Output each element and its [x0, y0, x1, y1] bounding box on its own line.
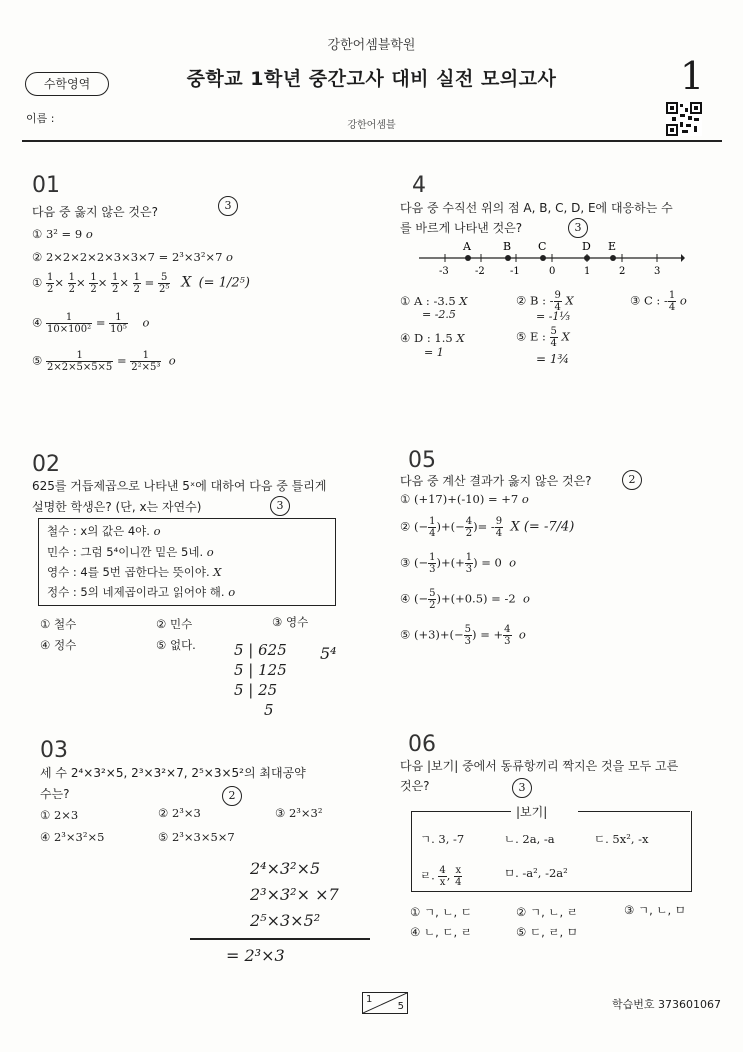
q1-note3: (= 1/2⁵) [198, 275, 250, 291]
q2-text1: 625를 거듭제곱으로 나타낸 5ˣ에 대하여 다음 중 틀리게 [32, 479, 327, 493]
q2-option: ⑤ 없다. [156, 638, 196, 652]
q3-option: ④ 2³×3²×5 [40, 830, 105, 844]
q2-statement: 민수 : 그럼 5⁴이니깐 밑은 5네. [47, 545, 204, 559]
academy-small: 강한어셈블 [347, 120, 396, 131]
q5-text: 다음 중 계산 결과가 옳지 않은 것은? [400, 474, 592, 488]
serial-number: 학습번호 373601067 [612, 998, 721, 1011]
q6-option: ② ㄱ, ㄴ, ㄹ [516, 905, 578, 919]
q6-option: ① ㄱ, ㄴ, ㄷ [410, 905, 472, 919]
q2-answer-mark: 3 [270, 496, 290, 516]
q4-work2: = -1⅓ [536, 310, 571, 323]
q3-answer-mark: 2 [222, 786, 242, 806]
page-title: 중학교 1학년 중간고사 대비 실전 모의고사 [186, 68, 557, 90]
q4-number-line [415, 238, 685, 278]
q1-answer-mark: 3 [218, 196, 238, 216]
q4-point-label: B [503, 240, 512, 253]
q4-tick-label: 3 [654, 266, 661, 277]
q4-tick-label: 2 [619, 266, 626, 277]
q4-work4: = 1 [424, 346, 444, 359]
q4-opt3: ③ C : - [630, 293, 668, 308]
q4-tick-label: -3 [439, 266, 449, 277]
q2-statement: 영수 : 4를 5번 곱한다는 뜻이야. [47, 565, 210, 579]
q6-example-box: ㄱ. 3, -7 ㄴ. 2a, -a ㄷ. 5x², -x ㄹ. $\frac{4}{x}$ , $\frac{x}{4}$ ㅁ. -a², -2a² [411, 811, 692, 892]
q6-box-title: |보기| [516, 805, 548, 819]
q3-option: ① 2×3 [40, 808, 79, 822]
q4-text2: 를 바르게 나타낸 것은? [400, 221, 523, 235]
q1-number: 01 [32, 173, 60, 198]
q4-tick-label: 0 [549, 266, 556, 277]
q3-option: ② 2³×3 [158, 806, 201, 820]
q6-answer-mark: 3 [512, 778, 532, 798]
q2-option: ① 철수 [40, 617, 77, 631]
q2-statement-box: 철수 : x의 값은 4야. o 민수 : 그럼 5⁴이니깐 밑은 5네. o 영수 : 4를 5번 곱한다는 뜻이야. X 정수 : 5의 네제곱이라고 읽어야 해. o [38, 518, 336, 606]
q4-tick-label: -2 [475, 266, 485, 277]
q2-statement: 철수 : x의 값은 4야. [47, 524, 150, 538]
current-page: 1 [366, 994, 373, 1005]
q2-option: ④ 정수 [40, 638, 77, 652]
q4-opt1: ① A : -3.5 [400, 294, 456, 308]
q4-opt2: ② B : - [516, 293, 554, 308]
q6-option: ③ ㄱ, ㄴ, ㅁ [624, 903, 686, 917]
page-number: 1 [680, 54, 705, 98]
q2-option: ③ 영수 [272, 615, 309, 629]
page-indicator [362, 992, 408, 1014]
q5-opt2-prefix: ② [400, 519, 411, 534]
q4-opt4: ④ D : 1.5 [400, 331, 453, 345]
q4-tick-label: 1 [584, 266, 591, 277]
q5-opt1: ① (+17)+(-10) = +7 [400, 492, 519, 506]
q4-opt5: ⑤ E : [516, 329, 546, 344]
q4-answer-mark: 3 [568, 218, 588, 238]
q6-item: ㄷ. 5x², -x [594, 832, 649, 846]
q3-work: 2⁴×3²×5 2³×3²× ×7 2⁵×3×5² [250, 859, 339, 930]
q1-mark2: o [226, 250, 233, 264]
q6-text2: 것은? [400, 779, 430, 793]
q4-point-label: D [582, 240, 591, 253]
q6-item: ㅁ. -a², -2a² [504, 866, 568, 880]
q1-text: 다음 중 옳지 않은 것은? [32, 205, 158, 219]
q4-point-label: E [608, 240, 617, 253]
q6-item: ㄴ. 2a, -a [504, 832, 555, 846]
q5-answer-mark: 2 [622, 470, 642, 490]
q4-work1: = -2.5 [422, 308, 456, 321]
q6-option: ④ ㄴ, ㄷ, ㄹ [410, 925, 472, 939]
q3-work-rule [190, 938, 370, 940]
q6-item: ㄱ. 3, -7 [420, 832, 465, 846]
q3-text2: 수는? [40, 787, 70, 801]
subject-badge: 수학영역 [25, 72, 109, 96]
q5-number: 05 [408, 448, 436, 473]
q6-item: ㄹ. [420, 868, 435, 883]
q1-mark1: o [85, 227, 93, 241]
q5-opt3-prefix: ③ [400, 555, 411, 570]
q6-option: ⑤ ㄷ, ㄹ, ㅁ [516, 925, 578, 939]
q2-work-note: 5⁴ [320, 644, 337, 663]
q1-opt5-prefix: ⑤ [32, 353, 43, 368]
q2-work: 5 | 625 5 | 125 5 | 25 5 [234, 641, 287, 719]
q1-opt2: ② 2×2×2×2×3×3×7 = 2³×3²×7 [32, 250, 223, 264]
q2-statement: 정수 : 5의 네제곱이라고 읽어야 해. [47, 585, 225, 599]
q1-opt1: ① 3² = 9 [32, 227, 83, 241]
q4-point-label: A [463, 240, 471, 253]
q1-opt3-prefix: ① [32, 275, 43, 290]
q4-point-label: C [538, 240, 547, 253]
q1-opt4-prefix: ④ [32, 315, 43, 330]
q1-mark3: X [181, 274, 192, 291]
q3-option: ⑤ 2³×3×5×7 [158, 830, 235, 844]
q4-number: 4 [412, 173, 426, 198]
academy-name: 강한어셈블학원 [327, 38, 416, 53]
q3-option: ③ 2³×3² [275, 806, 323, 820]
q2-option: ② 민수 [156, 617, 193, 631]
q4-text1: 다음 중 수직선 위의 점 A, B, C, D, E에 대응하는 수 [400, 201, 673, 215]
q4-tick-label: -1 [510, 266, 520, 277]
q6-number: 06 [408, 732, 436, 757]
q1-mark4: o [142, 315, 150, 330]
name-label: 이름 : [26, 112, 55, 125]
q2-number: 02 [32, 452, 60, 477]
q5-opt4-prefix: ④ [400, 591, 411, 606]
q1-mark5: o [168, 353, 176, 368]
q4-work5: = 1¾ [536, 352, 570, 366]
total-pages: 5 [397, 1001, 404, 1012]
header-divider [22, 140, 722, 142]
q3-work-result: = 2³×3 [226, 946, 285, 965]
q6-text1: 다음 |보기| 중에서 동류항끼리 짝지은 것을 모두 고른 [400, 759, 679, 773]
q3-text1: 세 수 2⁴×3²×5, 2³×3²×7, 2⁵×3×5²의 최대공약 [40, 766, 306, 780]
q5-opt2-note: X (= -7/4) [510, 519, 575, 535]
q2-text2: 설명한 학생은? (단, x는 자연수) [32, 500, 202, 514]
q5-opt5-prefix: ⑤ (+3)+ [400, 627, 450, 642]
q3-number: 03 [40, 738, 68, 763]
